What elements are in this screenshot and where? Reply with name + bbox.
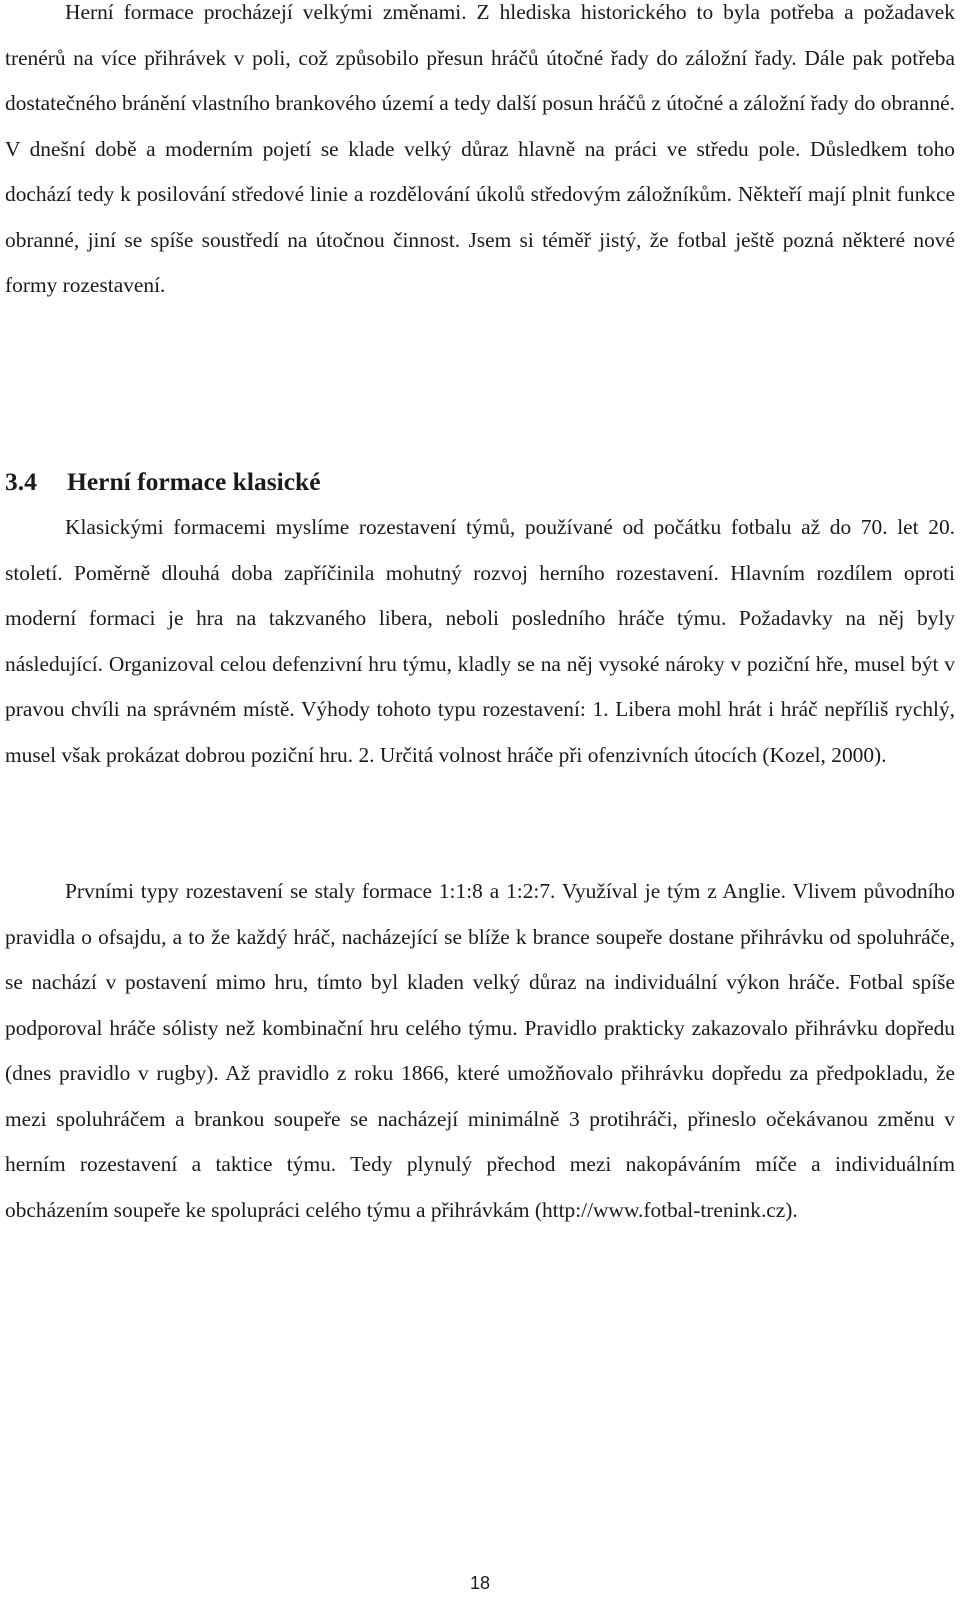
page-number: 18 bbox=[469, 1573, 491, 1593]
section-number: 3.4 bbox=[5, 467, 37, 496]
intro-text-block bbox=[5, 0, 955, 309]
intro-paragraph: Herní formace procházejí velkými změnami. Z hlediska historického to byla potřeba a požadavek trenérů na více přihrávek v poli, což způsobilo přesun hráčů útočné řady do záložní řady. Dále pak potřeba dostatečného bránění vlastního brankového území a tedy další posun hráčů z útočné a záložní řady do obranné. V dnešní době a moderním pojetí se klade velký důraz hlavně na práci ve středu pole. Důsledkem toho dochází tedy k posilování středové linie a rozdělování úkolů středovým záložníkům. Někteří mají plnit funkce obranné, jiní se spíše soustředí na útočnou činnost. Jsem si téměř jistý, že fotbal ještě pozná některé nové formy rozestavení. bbox=[5, 0, 955, 297]
section-heading bbox=[5, 459, 955, 505]
section-title: Herní formace klasické bbox=[67, 467, 321, 496]
section-body-second bbox=[5, 869, 955, 1233]
body-paragraph-2: Prvními typy rozestavení se staly formace 1:1:8 a 1:2:7. Využíval je tým z Anglie. Vlivem původního pravidla o ofsajdu, a to že každý hráč, nacházející se blíže k brance soupeře dostane přihrávku od spoluhráče, se nachází v postavení mimo hru, tímto byl kladen velký důraz na individuální výkon hráče. Fotbal spíše podporoval hráče sólisty než kombinační hru celého týmu. Pravidlo prakticky zakazovalo přihrávku dopředu (dnes pravidlo v rugby). Až pravidlo z roku 1866, které umožňovalo přihrávku dopředu za předpokladu, že mezi spoluhráčem a brankou soupeře se nacházejí minimálně 3 protihráči, přineslo očekávanou změnu v herním rozestavení a taktice týmu. Tedy plynulý přechod mezi nakopáváním míče a individuálním obcházením soupeře ke spolupráci celého týmu a přihrávkám (http://www.fotbal-trenink.cz). bbox=[5, 879, 955, 1222]
section-body-first bbox=[5, 505, 955, 778]
body-paragraph-1: Klasickými formacemi myslíme rozestavení týmů, používané od počátku fotbalu až do 70. let 20. století. Poměrně dlouhá doba zapříčinila mohutný rozvoj herního rozestavení. Hlavním rozdílem oproti moderní formaci je hra na takzvaného libera, neboli posledního hráče týmu. Požadavky na něj byly následující. Organizoval celou defenzivní hru týmu, kladly se na něj vysoké nároky v poziční hře, musel být v pravou chvíli na správném místě. Výhody tohoto typu rozestavení: 1. Libera mohl hrát i hráč nepříliš rychlý, musel však prokázat dobrou poziční hru. 2. Určitá volnost hráče při ofenzivních útocích (Kozel, 2000). bbox=[5, 515, 955, 767]
